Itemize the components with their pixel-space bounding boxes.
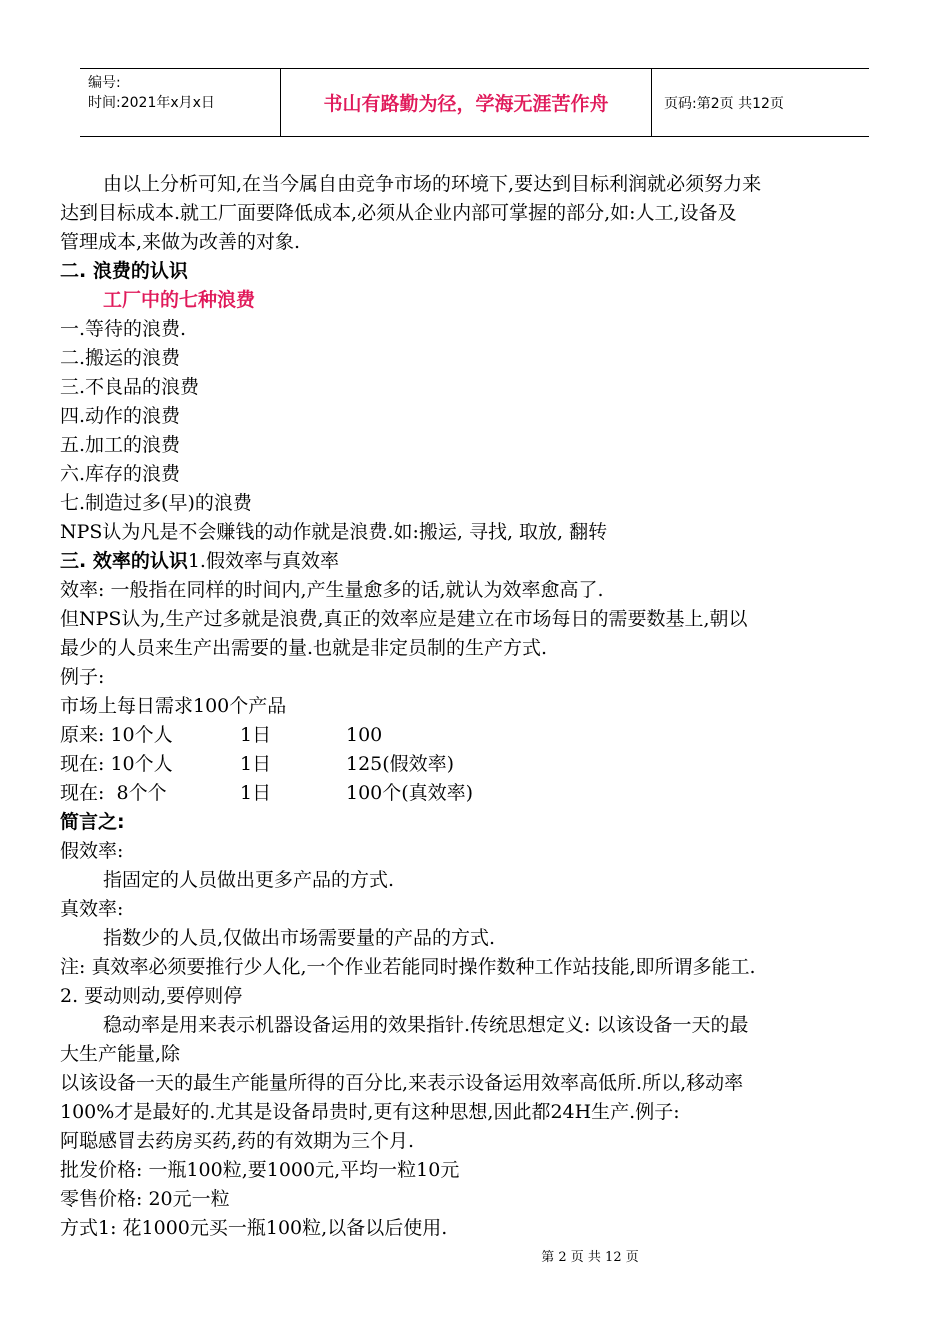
list-item: 一.等待的浪费. [60,318,187,340]
example-cell: 125(假效率) [346,753,455,775]
paragraph-line: 由以上分析可知,在当今属自由竞争市场的环境下,要达到目标利润就必须努力来 [103,173,762,195]
example-cell: 1日 [240,724,272,746]
paragraph-line: 阿聪感冒去药房买药,药的有效期为三个月. [60,1130,415,1152]
summary-title: 简言之: [60,811,125,833]
section-heading: 二. 浪费的认识 [60,260,188,282]
header-motto-cell [280,69,652,136]
paragraph-line: 零售价格: 20元一粒 [60,1188,230,1210]
example-cell: 100 [346,724,383,746]
header-motto: 书山有路勤为径，学海无涯苦作舟 [323,93,609,115]
example-cell: 现在: 10个人 [60,753,173,775]
example-cell: 现在: 8个个 [60,782,167,804]
document-body [60,170,900,1243]
paragraph-line: 100%才是最好的.尤其是设备昂贵时,更有这种思想,因此都24H生产.例子: [60,1101,680,1123]
header-page-label: 页码:第2页 共12页 [664,95,784,112]
paragraph-line: 达到目标成本.就工厂面要降低成本,必须从企业内部可掌握的部分,如:人工,设备及 [60,202,737,224]
paragraph-line: 大生产能量,除 [60,1043,181,1065]
section-heading-rest: 1.假效率与真效率 [187,550,339,572]
paragraph-line: 批发价格: 一瓶100粒,要1000元,平均一粒10元 [60,1159,460,1181]
section-heading-line [60,547,900,576]
paragraph-line: 以该设备一天的最生产能量所得的百分比,来表示设备运用效率高低所.所以,移动率 [60,1072,744,1094]
term-label: 真效率: [60,898,124,920]
list-item: 七.制造过多(早)的浪费 [60,492,252,514]
term-description: 指数少的人员,仅做出市场需要量的产品的方式. [103,927,496,949]
list-item: 五.加工的浪费 [60,434,181,456]
paragraph-line: 管理成本,来做为改善的对象. [60,231,301,253]
example-row [60,750,900,779]
list-item: 三.不良品的浪费 [60,376,200,398]
example-row [60,779,900,808]
example-cell: 1日 [240,753,272,775]
term-label: 假效率: [60,840,124,862]
paragraph-line: 稳动率是用来表示机器设备运用的效果指针.传统思想定义: 以该设备一天的最 [103,1014,749,1036]
list-item: 二.搬运的浪费 [60,347,181,369]
list-item: 六.库存的浪费 [60,463,181,485]
subsection-title: 工厂中的七种浪费 [103,289,256,311]
header-table [80,68,869,137]
paragraph-line: 效率: 一般指在同样的时间内,产生量愈多的话,就认为效率愈高了. [60,579,604,601]
paragraph-line: 但NPS认为,生产过多就是浪费,真正的效率应是建立在市场每日的需要数基上,朝以 [60,608,748,630]
term-description: 指固定的人员做出更多产品的方式. [103,869,395,891]
page-footer [0,1246,950,1265]
example-cell: 100个(真效率) [346,782,474,804]
example-row [60,721,900,750]
example-cell: 1日 [240,782,272,804]
example-label: 例子: [60,666,105,688]
document-time-label: 时间:2021年x月x日 [88,95,215,111]
header-meta [80,69,280,136]
section-heading: 三. 效率的认识 [60,550,188,572]
list-item: 四.动作的浪费 [60,405,181,427]
header-page-cell [652,69,869,136]
subsection-heading: 2. 要动则动,要停则停 [60,985,243,1007]
note-line: 注: 真效率必须要推行少人化,一个作业若能同时操作数种工作站技能,即所谓多能工. [60,956,756,978]
paragraph-line: NPS认为凡是不会赚钱的动作就是浪费.如:搬运, 寻找, 取放, 翻转 [60,521,608,543]
footer-page-number: 第 2 页 共 12 页 [541,1250,639,1265]
document-number-label: 编号: [88,75,121,91]
paragraph-line: 最少的人员来生产出需要的量.也就是非定员制的生产方式. [60,637,548,659]
paragraph-line: 市场上每日需求100个产品 [60,695,287,717]
example-cell: 原来: 10个人 [60,724,173,746]
paragraph-line: 方式1: 花1000元买一瓶100粒,以备以后使用. [60,1217,448,1239]
